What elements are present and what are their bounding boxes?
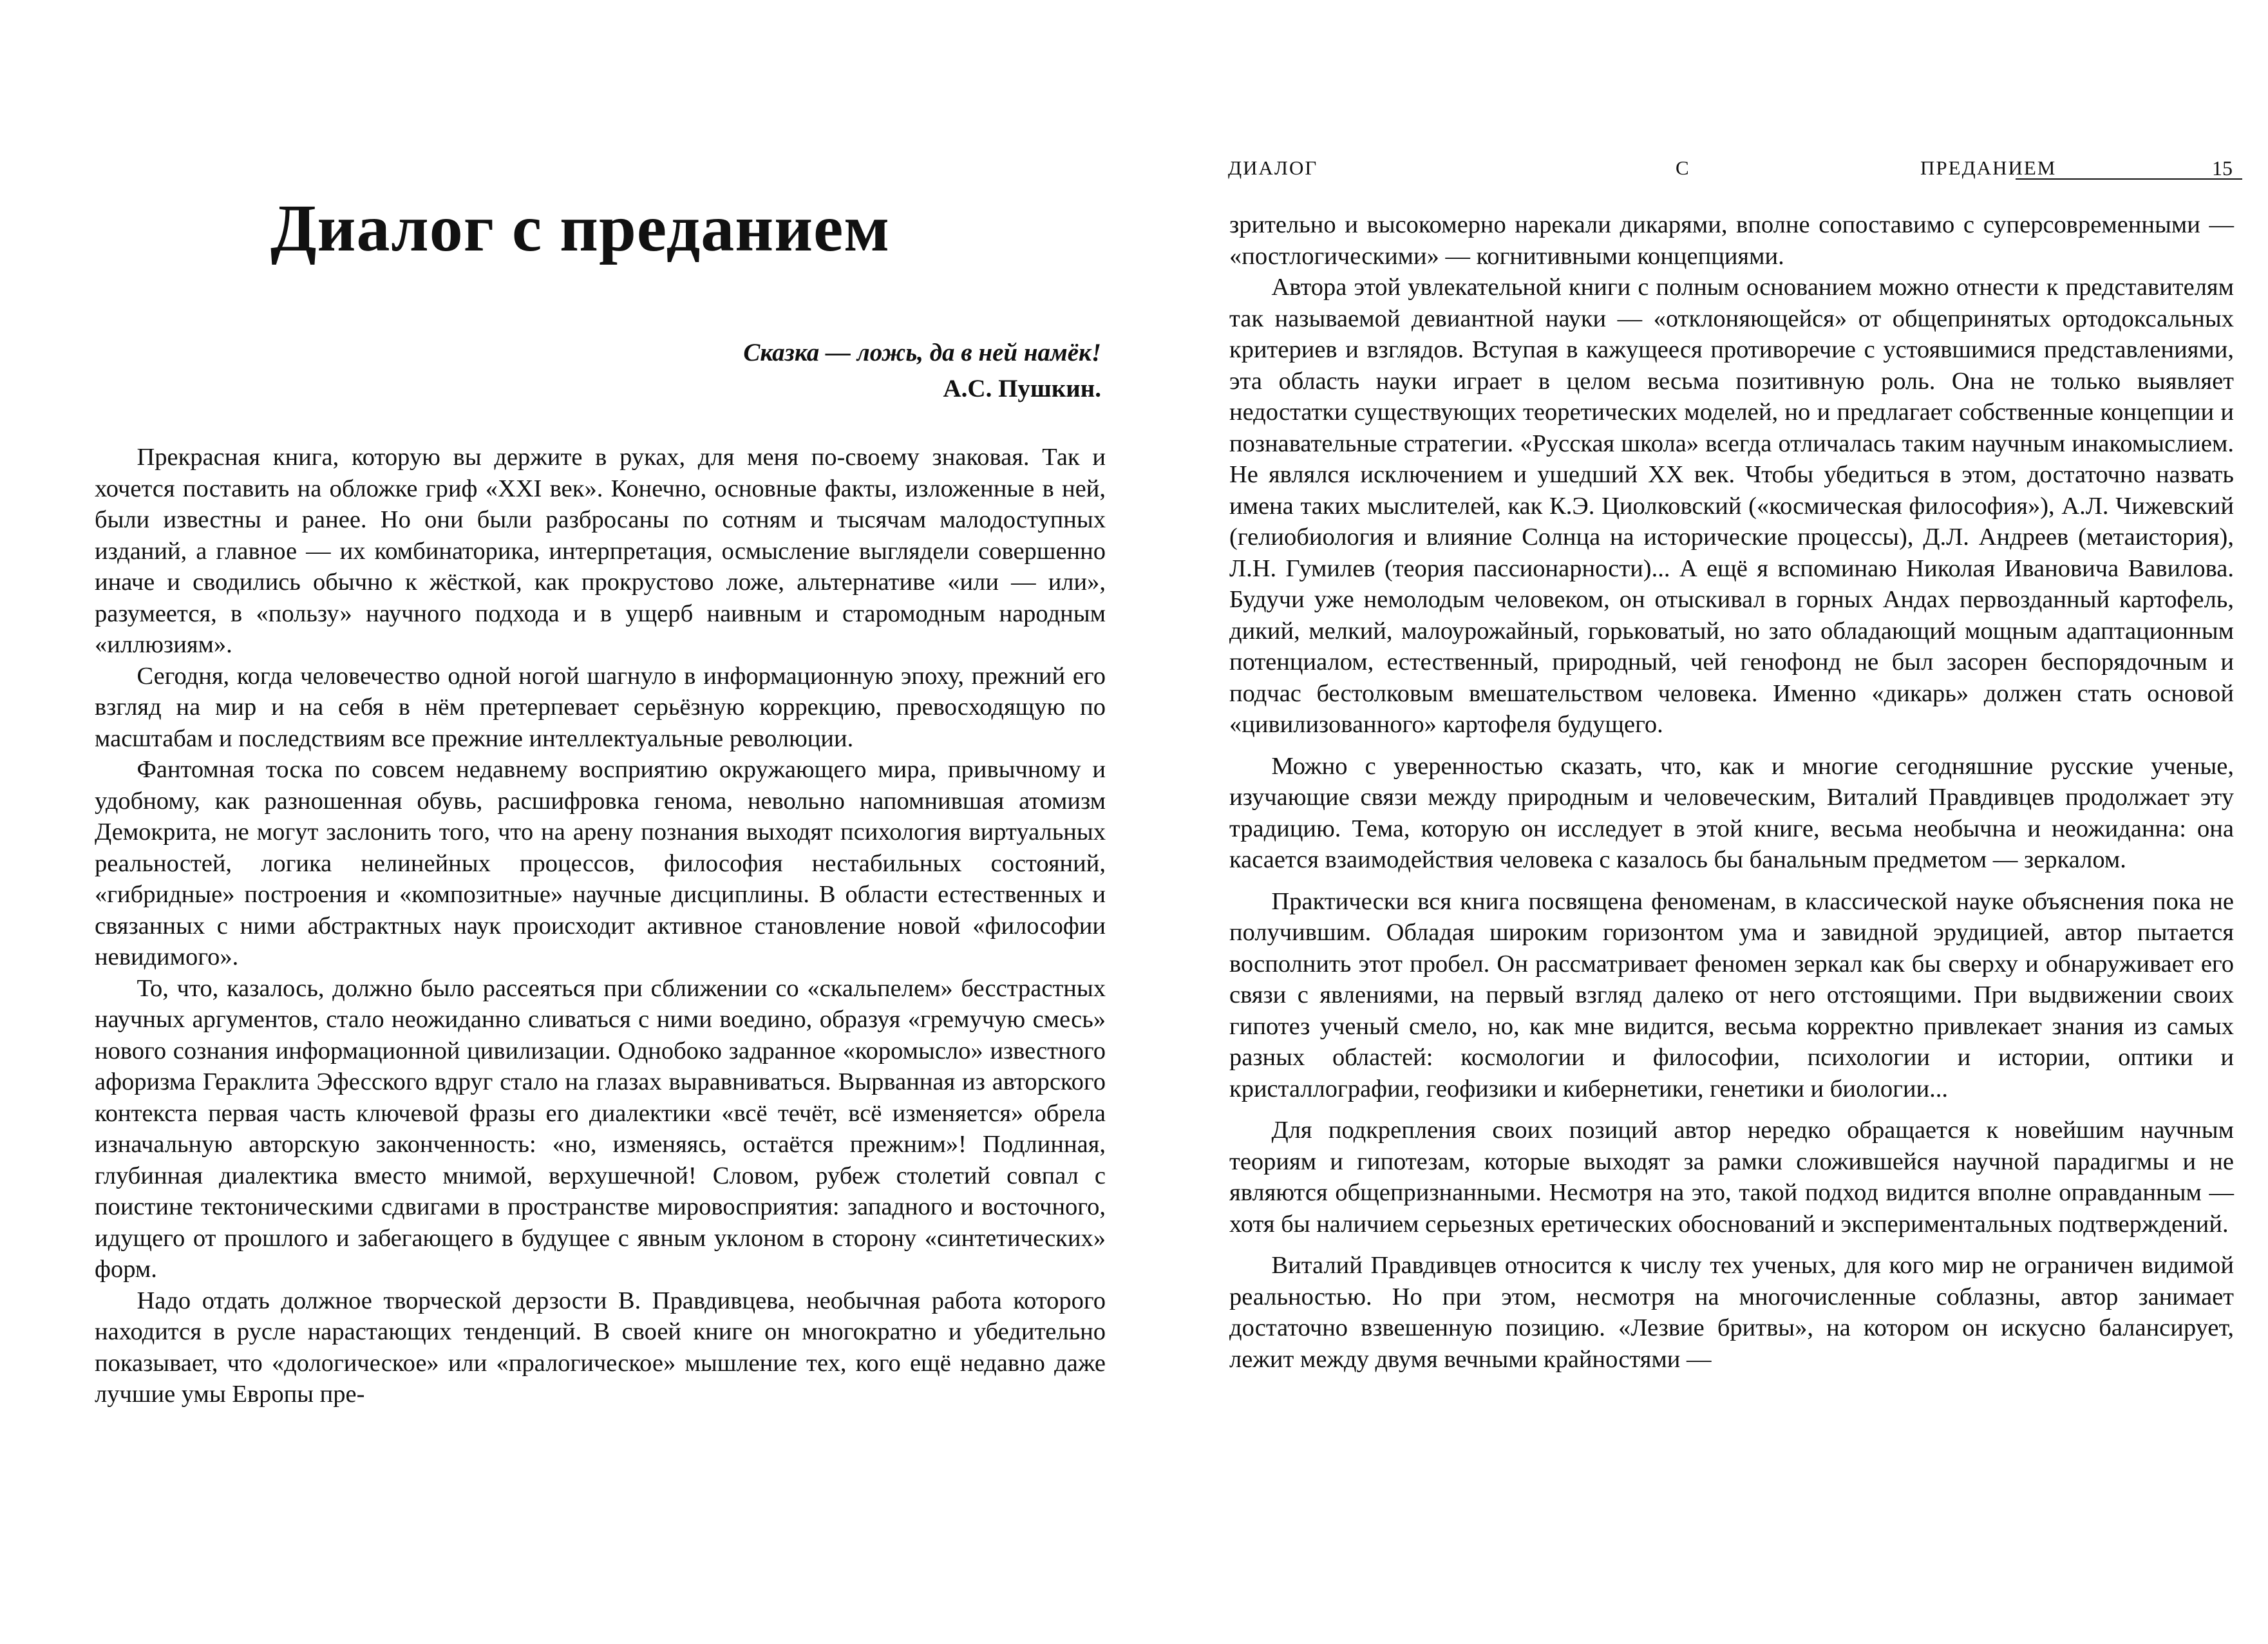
left-paragraph-4: То, что, казалось, должно было рассеяться при сближении со «скальпелем» бесстрастных научных аргументов, стало неожиданно сливаться с ними воедино, образуя «гремучую смесь» нового сознания информационной цивилизации. Однобоко задранное «коромысло» известного афоризма Гераклита Эфесского вдруг стало на глазах выравниваться. Вырванная из авторского контекста первая часть ключевой фразы его диалектики «всё течёт, всё изменяется» обрела изначальную авторскую законченность: «но, изменяясь, остаётся прежним»! Подлинная, глубинная диалектика вместо мнимой, верхушечной! Словом, рубеж столетий совпал с поистине тектоническими сдвигами в пространстве мировосприятия: западного и восточного, идущего от прошлого и забегающего в будущее с явным уклоном в сторону «синтетических» форм. [95,974,1106,1283]
epigraph-quote: Сказка — ложь, да в ней намёк! [743,339,1101,366]
right-paragraph-2: Автора этой увлекательной книги с полным основанием можно отнести к представителям так называемой девиантной науки — «отклоняющейся» от общепринятых ортодоксальных критериев и взглядов. Вступая в кажущееся противоречие с устоявшимися представлениями, эта область науки играет в целом весьма позитивную роль. Она не только выявляет недостатки существующих теоретических моделей, но и предлагает собственные концепции и познавательные стратегии. «Русская школа» всегда отличалась таким научным инакомыслием. Не являлся исключением и ушедший XX век. Чтобы убедиться в этом, достаточно назвать имена таких мыслителей, как К.Э. Циолковский («космическая философия»), А.Л. Чижевский (гелиобиология и влияние Солнца на исторические процессы), Д.Л. Андреев (метаистория), Л.Н. Гумилев (теория пассионарности)... А ещё я вспоминаю Николая Ивановича Вавилова. Будучи уже немолодым человеком, он отыскивал в горных Андах первозданный картофель, дикий, мелкий, малоурожайный, горьковатый, но зато обладающий мощным адаптационным потенциалом, естественный, природный, чей генофонд не был засорен беспорядочным и подчас бестолковым вмешательством человека. Именно «дикарь» должен стать основой «цивилизованного» картофеля будущего. [1229,274,2234,738]
running-head-rule [2016,178,2242,180]
running-head-word-dialog: ДИАЛОГ [1228,156,1318,179]
left-paragraph-3: Фантомная тоска по совсем недавнему восприятию окружающего мира, привычному и удобному, как разношенная обувь, расшифровка генома, невольно напомнившая атомизм Демокрита, не могут заслонить того, что на арену познания выходят психология виртуальных реальностей, логика нелинейных процессов, философия нестабильных состояний, «гибридные» построения и «композитные» научные дисциплины. В области естественных и связанных с ними абстрактных наук происходит активное становление новой «философии невидимого». [95,756,1106,970]
right-paragraph-3: Можно с уверенностью сказать, что, как и многие сегодняшние русские ученые, изучающие связи между природным и человеческим, Виталий Правдивцев продолжает эту традицию. Тема, которую он исследует в этой книге, весьма необычна и неожиданна: она касается взаимодействия человека с казалось бы банальным предметом — зеркалом. [1229,752,2234,873]
right-page [1134,0,2268,1644]
right-paragraph-1: зрительно и высокомерно нарекали дикарями, вполне сопоставимо с суперсовременными — «постлогическими» — когнитивными концепциями. [1229,211,2234,270]
chapter-title: Диалог с преданием [270,191,891,265]
right-paragraph-4: Практически вся книга посвящена феноменам, в классической науке объяснения пока не получившим. Обладая широким горизонтом ума и завидной эрудицией, автор пытается восполнить этот пробел. Он рассматривает феномен зеркал как бы сверху и обнаруживает его связи с явлениями, на первый взгляд далеко от него отстоящими. При выдвижении своих гипотез ученый смело, но, как мне видится, весьма корректно привлекает знания из самых разных областей: космологии и философии, психологии и истории, оптики и кристаллографии, геофизики и кибернетики, генетики и биологии... [1229,887,2234,1102]
left-page-body [95,442,1106,1410]
running-head-word-predaniem: ПРЕДАНИЕМ [1920,156,2057,179]
running-head [1228,156,2233,186]
running-head-word-s: С [1676,156,1690,179]
left-paragraph-5: Надо отдать должное творческой дерзости В. Правдивцева, необычная работа которого находится в русле нарастающих тенденций. В своей книге он многократно и убедительно показывает, что «дологическое» или «пралогическое» мышление тех, кого ещё недавно даже лучшие умы Европы пре- [95,1287,1106,1408]
epigraph-author: А.С. Пушкин. [943,375,1101,402]
right-page-body [1229,209,2234,1375]
right-paragraph-5: Для подкрепления своих позиций автор нередко обращается к новейшим научным теориям и гипотезам, которые выходят за рамки сложившейся научной парадигмы и не являются общепризнанными. Несмотря на это, такой подход видится вполне оправданным — хотя бы наличием серьезных еретических обоснований и экспериментальных подтверждений. [1229,1117,2234,1238]
left-paragraph-1: Прекрасная книга, которую вы держите в руках, для меня по-своему знаковая. Так и хочется поставить на обложке гриф «XXI век». Конечно, основные факты, изложенные в ней, были известны и ранее. Но они были разбросаны по сотням и тысячам малодоступных изданий, а главное — их комбинаторика, интерпретация, осмысление выглядели совершенно иначе и сводились обычно к жёсткой, как прокрустово ложе, альтернативе «или — или», разумеется, в «пользу» научного подхода и в ущерб наивным и старомодным народным «иллюзиям». [95,444,1106,658]
epigraph [90,335,1101,407]
page-number: 15 [2212,156,2233,180]
right-paragraph-6: Виталий Правдивцев относится к числу тех ученых, для кого мир не ограничен видимой реальностью. Но при этом, несмотря на многочисленные соблазны, автор занимает достаточно взвешенную позицию. «Лезвие бритвы», на котором он искусно балансирует, лежит между двумя вечными крайностями — [1229,1252,2234,1373]
left-paragraph-2: Сегодня, когда человечество одной ногой шагнуло в информационную эпоху, прежний его взгляд на мир и на себя в нём претерпевает серьёзную коррекцию, превосходящую по масштабам и последствиям все прежние интеллектуальные революции. [95,662,1106,752]
